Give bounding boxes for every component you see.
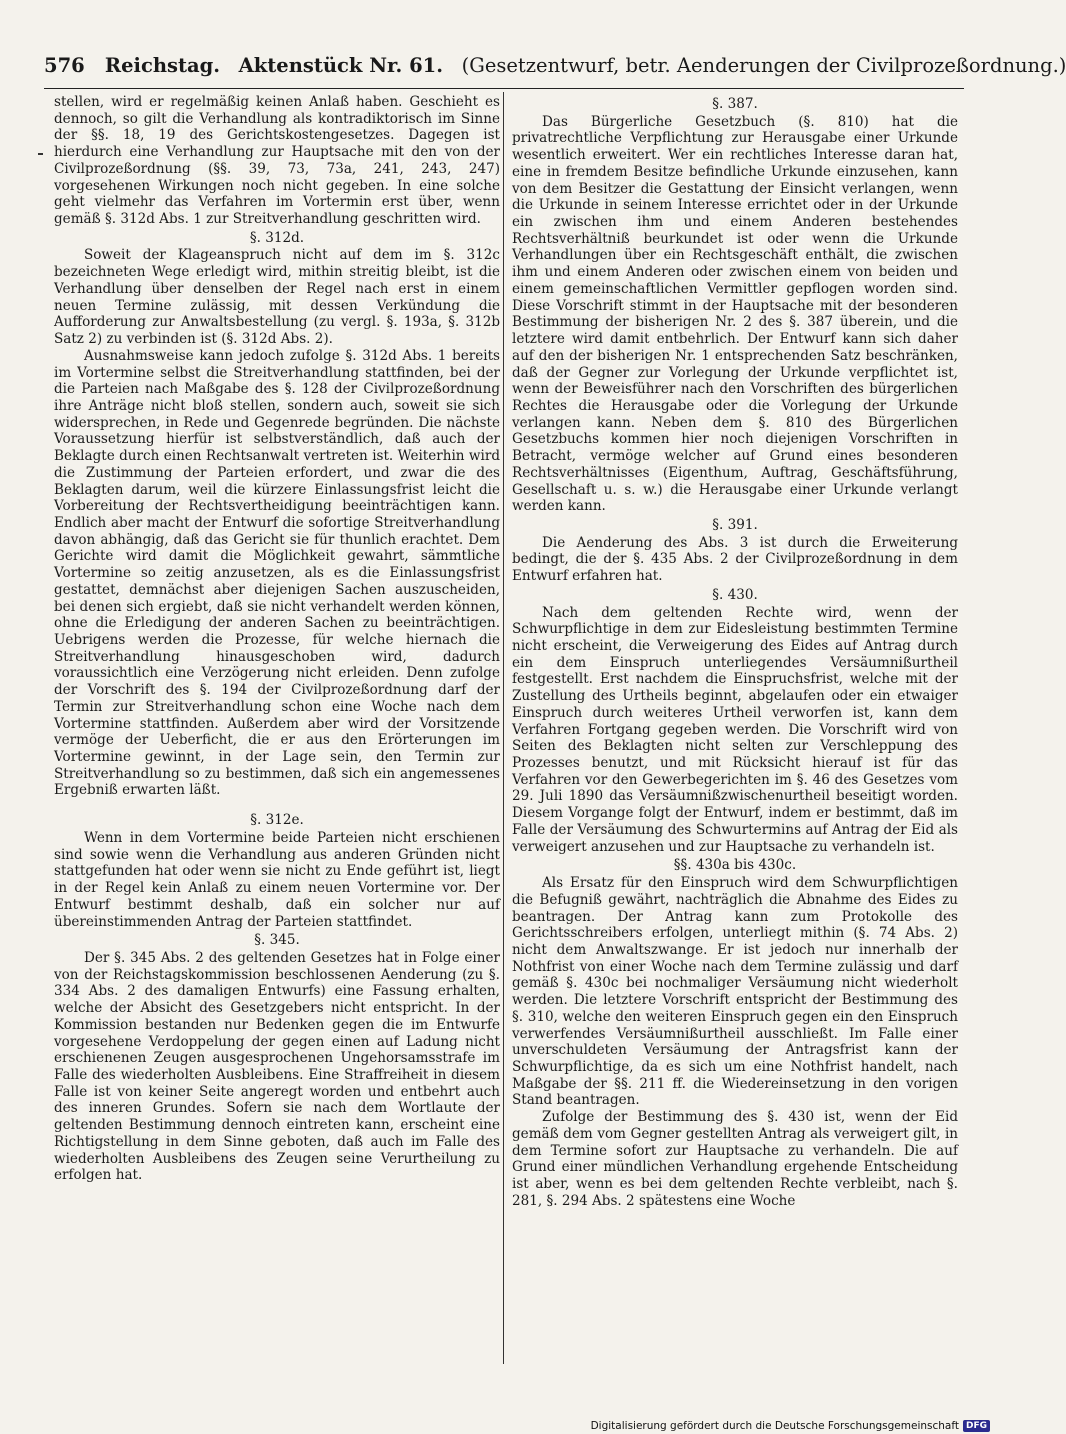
- section-heading: §. 391.: [712, 516, 758, 533]
- document-subject: (Gesetzentwurf, betr. Aenderungen der Civilprozeßordnung.): [461, 54, 1066, 77]
- paragraph: Ausnahmsweise kann jedoch zufolge §. 312d Abs. 1 bereits im Vortermine selbst die Streitverhandlung stattfinden, bei der die Parteien nach Maßgabe des §. 128 der Civilprozeßordnung ihre Anträge nicht bloß stellen, sondern auch, soweit sie sich widersprechen, in Rede und Gegenrede begründen. Die nächste Voraussetzung hierfür ist selbstverständlich, daß auch der Beklagte durch einen Rechtsanwalt vertreten ist. Weiterhin wird die Zustimmung der Parteien erfordert, und zwar die des Beklagten darum, weil die kürzere Einlassungsfrist leicht die Vorbereitung der Rechtsvertheidigung beeinträchtigen kann. Endlich aber macht der Entwurf die sofortige Streitverhandlung davon abhängig, daß das Gericht sie für thunlich erachtet. Dem Gerichte wird damit die Möglichkeit gewahrt, sämmtliche Vortermine so zeitig anzusetzen, als es die Einlassungsfrist gestattet, demnächst aber diejenigen Sachen auszuscheiden, bei denen sich ergiebt, daß sie nicht verhandelt werden können, ohne die Erledigung der anderen Sachen zu beeinträchtigen. Uebrigens werden die Prozesse, für welche hiernach die Streitverhandlung hinausgeschoben wird, dadurch voraussichtlich eine Verzögerung nicht erleiden. Denn zufolge der Vorschrift des §. 194 der Civilprozeßordnung darf der Termin zur Streitverhandlung schon eine Woche nach dem Vortermine stattfinden. Außerdem aber wird der Vorsitzende vermöge der Ueberficht, die er aus den Erörterungen im Vortermine gewinnt, in der Lage sein, den Termin zur Streitverhandlung so zu bestimmen, daß sich ein angemessenes Ergebniß erwarten läßt.: [54, 347, 500, 799]
- section-heading: §. 312d.: [249, 229, 305, 246]
- right-column: [512, 94, 958, 1364]
- page-header: [44, 54, 1066, 88]
- paragraph: Soweit der Klageanspruch nicht auf dem im §. 312c bezeichneten Wege erledigt wird, mithin streitig bleibt, ist die Verhandlung über denselben der Regel nach erst in einem neuen Termine zulässig, mit dessen Verkündung die Aufforderung zur Anwaltsbestellung (zu vergl. §. 193a, §. 312b Satz 2) zu verbinden ist (§. 312d Abs. 2).: [54, 247, 500, 348]
- footer-credit: Digitalisierung gefördert durch die Deutsche Forschungsgemeinschaft: [590, 1420, 959, 1432]
- paragraph: Der §. 345 Abs. 2 des geltenden Gesetzes hat in Folge einer von der Reichstagskommission beschlossenen Aenderung (zu §. 334 Abs. 2 des damaligen Entwurfs) eine Fassung erhalten, welche der Absicht des Gesetzgebers nicht entspricht. In der Kommission bestanden nur Bedenken gegen die im Entwurfe vorgesehene Verdoppelung der gegen einen auf Ladung nicht erschienenen Zeugen ausgesprochenen Ungehorsamsstrafe im Falle des wiederholten Ausbleibens. Eine Straffreiheit in diesem Falle ist von keiner Seite angeregt worden und entbehrt auch des inneren Grundes. Sofern sie nach dem Wortlaute der geltenden Bestimmung dennoch eintreten kann, erscheint eine Richtigstellung in dem Sinne geboten, daß auch im Falle des wiederholten Ausbleibens des Zeugen seine Verurtheilung zu erfolgen hat.: [54, 949, 500, 1184]
- journal-title: Reichstag.: [104, 54, 221, 77]
- paragraph: Nach dem geltenden Rechte wird, wenn der Schwurpflichtige in dem zur Eidesleistung bestimmten Termine nicht erscheint, die Verweigerung des Eides auf Antrag durch ein dem Einspruch unterliegendes Versäumnißurtheil festgestellt. Erst nachdem die Einspruchsfrist, welche mit der Zustellung des Urtheils beginnt, abgelaufen oder ein etwaiger Einspruch durch weiteres Urtheil verworfen ist, kann dem Verfahren Fortgang gegeben werden. Die Vorschrift wird von Seiten des Beklagten nicht selten zur Verschleppung des Prozesses benutzt, und mit Rücksicht hierauf ist für das Verfahren vor den Gewerbegerichten im §. 46 des Gesetzes vom 29. Juli 1890 das Versäumnißzwischenurtheil beseitigt worden. Diesem Vorgange folgt der Entwurf, indem er bestimmt, daß im Falle der Versäumung des Schwurtermins auf Antrag der Eid als verweigert anzusehen und zur Hauptsache zu verhandeln ist.: [512, 604, 958, 855]
- margin-mark: [38, 153, 43, 155]
- paragraph: Als Ersatz für den Einspruch wird dem Schwurpflichtigen die Befugniß gewährt, nachträglich die Abnahme des Eides zu beantragen. Der Antrag kann zum Protokolle des Gerichtsschreibers erfolgen, unterliegt mithin (§. 74 Abs. 2) nicht dem Anwaltszwange. Er ist jedoch nur innerhalb der Nothfrist von einer Woche nach dem Termine zulässig und darf gemäß §. 430c bei nochmaliger Versäumung nicht wiederholt werden. Die letztere Vorschrift entspricht der Bestimmung des §. 310, welche den weiteren Einspruch gegen ein den Einspruch verwerfendes Versäumnißurtheil ausschließt. Im Falle einer unverschuldeten Versäumung der Antragsfrist kann der Schwurpflichtige, da es sich um eine Nothfrist handelt, nach Maßgabe der §§. 211 ff. die Wiedereinsetzung in den vorigen Stand beantragen.: [512, 875, 958, 1109]
- paragraph: stellen, wird er regelmäßig keinen Anlaß haben. Geschieht es dennoch, so gilt die Verhandlung als kontradiktorisch im Sinne der §§. 18, 19 des Gerichtskostengesetzes. Dagegen ist hierdurch eine Verhandlung zur Hauptsache mit den von der Civilprozeßordnung (§§. 39, 73, 73a, 241, 243, 247) vorgesehenen Wirkungen noch nicht gegeben. In eine solche geht vielmehr das Verfahren im Vortermin erst über, wenn gemäß §. 312d Abs. 1 zur Streitverhandlung geschritten wird.: [54, 94, 500, 228]
- left-column: [54, 94, 500, 1364]
- paragraph: Die Aenderung des Abs. 3 ist durch die Erweiterung bedingt, die der §. 435 Abs. 2 der Civilprozeßordnung in dem Entwurf erfahren hat.: [512, 534, 958, 585]
- dfg-logo: DFG: [963, 1420, 990, 1432]
- paragraph: Wenn in dem Vortermine beide Parteien nicht erschienen sind sowie wenn die Verhandlung aus anderen Gründen nicht stattgefunden hat oder wenn sie nicht zu Ende geführt ist, liegt in der Regel kein Anlaß zu einem neuen Vortermine vor. Der Entwurf bestimmt deshalb, daß ein solcher nur auf übereinstimmenden Antrag der Parteien stattfindet.: [54, 829, 500, 930]
- page-number: 576: [44, 54, 85, 77]
- paragraph: Das Bürgerliche Gesetzbuch (§. 810) hat die privatrechtliche Verpflichtung zur Herausgabe einer Urkunde wesentlich erweitert. Wer ein rechtliches Interesse daran hat, eine in fremdem Besitze befindliche Urkunde einzusehen, kann von dem Besitzer die Gestattung der Einsicht verlangen, wenn die Urkunde in seinem Interesse errichtet oder in der Urkunde ein zwischen ihm und einem Anderen bestehendes Rechtsverhältniß beurkundet ist oder wenn die Urkunde Verhandlungen über ein Rechtsgeschäft enthält, die zwischen ihm und einem Anderen oder zwischen einem von beiden und einem gemeinschaftlichen Vermittler gepflogen worden sind. Diese Vorschrift stimmt in der Hauptsache mit der besonderen Bestimmung der bisherigen Nr. 2 des §. 387 überein, und die letztere wird damit entbehrlich. Der Entwurf kann sich daher auf den der bisherigen Nr. 1 entsprechenden Satz beschränken, daß der Gegner zur Vorlegung der Urkunde verpflichtet ist, wenn der Beweisführer nach den Vorschriften des bürgerlichen Rechtes die Herausgabe oder die Vorlegung der Urkunde verlangen kann. Neben dem §. 810 des Bürgerlichen Gesetzbuchs kommen hier noch diejenigen Vorschriften in Betracht, vermöge welcher auf Grund eines besonderen Rechtsverhältnisses (Eigenthum, Auftrag, Geschäftsführung, Gesellschaft u. s. w.) die Herausgabe einer Urkunde verlangt werden kann.: [512, 113, 958, 515]
- header-rule: [44, 88, 964, 89]
- section-heading: §. 387.: [712, 96, 758, 112]
- section-heading: §. 345.: [254, 932, 300, 949]
- section-heading: §. 312e.: [250, 812, 304, 829]
- footer: [591, 1418, 990, 1434]
- paragraph: Zufolge der Bestimmung des §. 430 ist, wenn der Eid gemäß dem vom Gegner gestellten Antrag als verweigert gilt, in dem Termine sofort zur Hauptsache zu verhandeln. Die auf Grund einer mündlichen Verhandlung ergehende Entscheidung ist aber, wenn es bei dem geltenden Rechte verbleibt, nach §. 281, §. 294 Abs. 2 spätestens eine Woche: [512, 1109, 958, 1209]
- document-number: Aktenstück Nr. 61.: [238, 54, 444, 77]
- column-divider: [503, 92, 504, 1364]
- section-heading: §§. 430a bis 430c.: [673, 857, 797, 874]
- section-heading: §. 430.: [712, 586, 758, 603]
